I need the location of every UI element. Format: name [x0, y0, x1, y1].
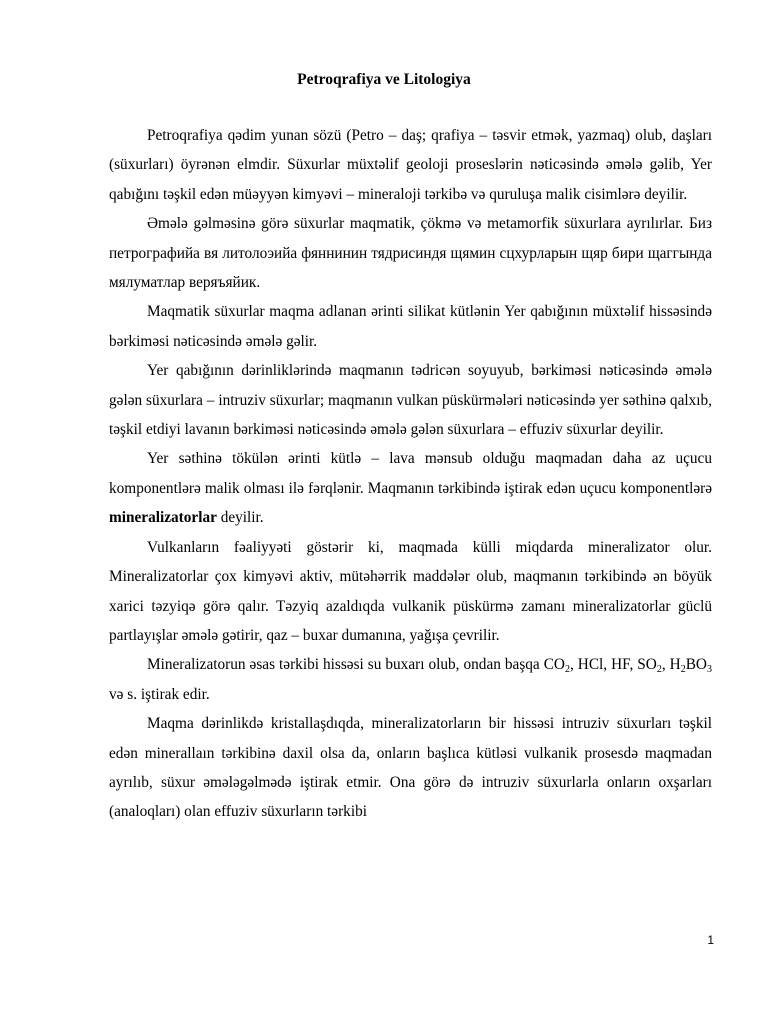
subscript-4: 3 — [706, 664, 712, 676]
paragraph-5-text-a: Yer səthinə tökülən ərinti kütlə – lava mənsub olduğu maqmadan daha az uçucu komponentlərə malik olması ilə fərqlənir. Maqmanın tərkibində iştirak edən uçucu komponentlərə — [109, 450, 712, 497]
document-body — [109, 121, 712, 827]
paragraph-7-text-2: , HCl, HF, SO — [569, 656, 657, 674]
page-number: 1 — [707, 933, 714, 947]
paragraph-1: Petroqrafiya qədim yunan sözü (Petro – daş; qrafiya – təsvir etmək, yazmaq) olub, daşları (süxurları) öyrənən elmdir. Süxurlar müxtəlif geoloji proseslərin nəticəsində əmələ gəlib, Yer qabığını təşkil edən müəyyən kimyəvi – mineraloji tərkibə və quruluşa malik cisimlərə deyilir. — [109, 127, 712, 203]
document-title: Petroqrafiya ve Litologiya — [297, 71, 471, 88]
subscript-2: 2 — [656, 664, 662, 676]
paragraph-7-text-1: Mineralizatorun əsas tərkibi hissəsi su buxarı olub, ondan başqa CO — [147, 656, 565, 674]
paragraph-5-bold-term: mineralizatorlar — [109, 509, 217, 527]
paragraph-3: Maqmatik süxurlar maqma adlanan ərinti silikat kütlənin Yer qabığının müxtəlif hissəsində bərkiməsi nəticəsində əmələ gəlir. — [109, 303, 712, 350]
subscript-3: 2 — [680, 664, 686, 676]
subscript-1: 2 — [564, 664, 570, 676]
paragraph-4: Yer qabığının dərinliklərində maqmanın tədricən soyuyub, bərkiməsi nəticəsində əmələ gələn süxurlara – intruziv süxurlar; maqmanın vulkan püskürmələri nəticəsində yer səthinə qalxıb, təşkil etdiyi lavanın bərkiməsi nəticəsində əmələ gələn süxurlara – effuziv süxurlar deyilir. — [109, 362, 712, 439]
paragraph-8: Maqma dərinlikdə kristallaşdıqda, mineralizatorların bir hissəsi intruziv süxurları təşkil edən minerallaın tərkibinə daxil olsa da, onların başlıca kütləsi vulkanik prosesdə maqmadan ayrılıb, süxur əmələgəlmədə iştirak etmir. Ona görə də intruziv süxurlarla onların oxşarları (analoqları) olan effuziv süxurların tərkibi — [109, 715, 712, 821]
paragraph-7 — [109, 650, 712, 709]
paragraph-6: Vulkanların fəaliyyəti göstərir ki, maqmada külli miqdarda mineralizator olur. Mineralizatorlar çox kimyəvi aktiv, mütəhərrik maddələr olub, maqmanın tərkibində ən böyük xarici təzyiqə görə qalır. Təzyiq azaldıqda vulkanik püskürmə zamanı mineralizatorlar güclü partlayışlar əmələ gətirir, qaz – buxar dumanına, yağışa çevrilir. — [109, 538, 712, 644]
paragraph-2: Əmələ gəlməsinə görə süxurlar maqmatik, çökmə və metamorfik süxurlara ayrılırlar. Биз петрографийа вя литолоэийа фяннинин тядрисиндя щямин сцхурларын щяр бири щаггында мялуматлар веряъяйик. — [109, 215, 712, 292]
paragraph-5 — [109, 444, 712, 532]
paragraph-7-text-4: BO — [685, 656, 707, 674]
paragraph-5-text-b: deyilir. — [216, 509, 264, 527]
paragraph-7-text-5: və s. iştirak edir. — [109, 685, 210, 703]
paragraph-7-text-3: , H — [661, 656, 681, 674]
